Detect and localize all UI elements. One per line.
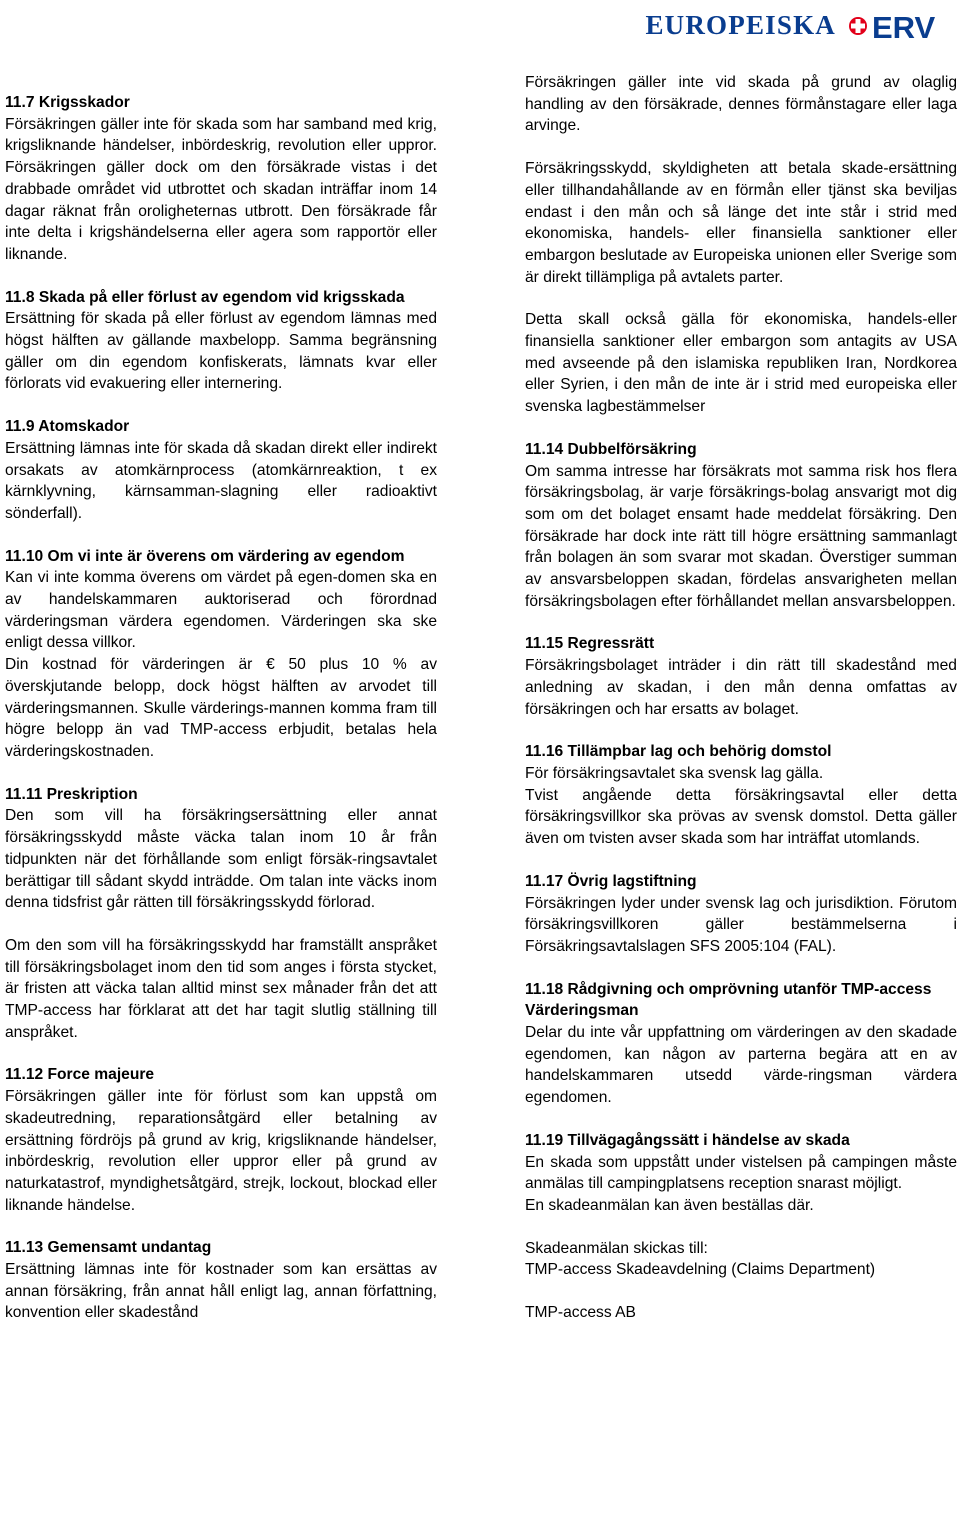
section-11-8-text: Ersättning för skada på eller förlust av egendom lämnas med högst hälften av gällande maxbelopp. Samma begränsning gäller om din egendom konfiskerats, lämnats kvar eller förlorats vid evakuering eller internering. [5, 310, 437, 393]
section-11-18-title: 11.18 Rådgivning och omprövning utanför TMP-access [525, 980, 932, 998]
section-11-8-title: 11.8 Skada på eller förlust av egendom vid krigsskada [5, 288, 405, 306]
send-to-label: Skadeanmälan skickas till: [525, 1239, 708, 1257]
sanctions-text-2: Detta skall också gälla för ekonomiska, handels-eller finansiella sanktioner eller embargon som antagits av USA med avseende på den islamiska republiken Iran, Nordkorea eller Syrien, i den mån de inte är i strid med europeiska eller svenska lagbestämmelser [525, 311, 957, 416]
section-11-7-title: 11.7 Krigsskador [5, 94, 130, 111]
section-11-19-title: 11.19 Tillvägagångssätt i händelse av skada [525, 1131, 850, 1149]
section-11-18-subtitle: Värderingsman [525, 1002, 639, 1020]
section-11-13-text: Ersättning lämnas inte för kostnader som kan ersättas av annan försäkring, från annat håll enligt lag, annan författning, konvention eller skadestånd [5, 1261, 437, 1322]
logo-wordmark: EUROPEISKA [645, 10, 836, 41]
section-11-12-title: 11.12 Force majeure [5, 1066, 155, 1084]
europeiska-erv-logo [645, 8, 948, 44]
section-11-19-text-2: En skadeanmälan kan även beställas där. [525, 1196, 814, 1214]
erv-logo-mark [848, 8, 948, 44]
section-11-14-text: Om samma intresse har försäkrats mot samma risk hos flera försäkringsbolag, är varje försäkrings-bolag ansvarigt mot dig som om det bolaget ensamt hade meddelat försäkring. Den försäkrade har dock inte rätt till högre ersättning sammanlagt från bolagen än som svarar mot skadan. Överstiger summan av ansvarsbeloppen skadan, fördelas ansvarigheten mellan försäkringsbolagen efter förhållandet mellan ansvarsbeloppen. [525, 462, 957, 610]
erv-mark-icon [848, 8, 948, 44]
section-11-17-title: 11.17 Övrig lagstiftning [525, 872, 697, 890]
section-11-16-title: 11.16 Tillämpbar lag och behörig domstol [525, 743, 832, 761]
section-11-10-text-2: Din kostnad för värderingen är € 50 plus 10 % av överskjutande belopp, dock högst hälften av arvodet till värderingsmannen. Skulle värderings-mannen komma fram till högre belopp än vad TMP-access erbjudit, betalas hela värderingskostnaden. [5, 656, 437, 760]
section-11-7-text: Försäkringen gäller inte för skada som har samband med krig, krigsliknande händelser, inbördeskrig, revolution eller uppror. Försäkringen gäller dock om den försäkrade vistas i det drabbade området vid utbrottet och skadan inträffar inom 14 dagar räknat från oroligheternas utbrott. Den försäkrade får inte delta i krigshändelserna eller agera som rapportör eller liknande. [5, 115, 437, 263]
right-column [525, 72, 957, 1324]
exclusion-text-1: Försäkringen gäller inte vid skada på grund av olaglig handling av den försäkrade, dennes förmånstagare eller laga arvinge. [525, 74, 957, 135]
section-11-12-text: Försäkringen gäller inte för förlust som kan uppstå om skadeutredning, reparationsåtgärd eller betalning av ersättning fördröjs på grund av krig, krigsliknande händelser, inbördeskrig, revolution eller uppror eller på grund av naturkatastrof, myndighetsåtgärd, strejk, lockout, blockad eller liknande händelse. [5, 1088, 437, 1214]
section-11-10-text-1: Kan vi inte komma överens om värdet på egen-domen ska en av handelskammaren auktoriserad och förordnad värderingsman värdera egendomen. Värderingen ska ske enligt dessa villkor. [5, 569, 437, 652]
section-11-9-text: Ersättning lämnas inte för skada då skadan direkt eller indirekt orsakats av atomkärnprocess (atomkärnreaktion, t ex kärnklyvning, kärnsamman-slagning eller radioaktivt sönderfall). [5, 439, 437, 522]
section-11-17-text: Försäkringen lyder under svensk lag och jurisdiktion. Förutom försäkringsvillkoren gäller bestämmelserna i Försäkringsavtalslagen SFS 2005:104 (FAL). [525, 894, 957, 955]
section-11-16-text-1: För försäkringsavtalet ska svensk lag gälla. [525, 764, 824, 782]
section-11-15-text: Försäkringsbolaget inträder i din rätt till skadestånd med anledning av skadan, i den mån denna omfattas av försäkringen och har ersatts av bolaget. [525, 657, 957, 718]
section-11-18-text: Delar du inte vår uppfattning om värderingen av den skadade egendomen, kan någon av parterna begära att en av handelskammaren utsedd värde-ringsman värdera egendomen. [525, 1024, 957, 1107]
section-11-11-title: 11.11 Preskription [5, 785, 138, 803]
section-11-19-text-1: En skada som uppstått under vistelsen på campingen måste anmälas till campingplatsens reception snarast möjligt. [525, 1153, 957, 1193]
section-11-9-title: 11.9 Atomskador [5, 418, 130, 436]
send-to-department: TMP-access Skadeavdelning (Claims Department) [525, 1261, 876, 1279]
section-11-10-title: 11.10 Om vi inte är överens om värdering av egendom [5, 547, 405, 565]
section-11-15-title: 11.15 Regressrätt [525, 635, 655, 653]
section-11-11-text-1: Den som vill ha försäkringsersättning eller annat försäkringsskydd måste väcka talan inom 10 år från tidpunkten när det förhållande som enligt försäk-ringsavtalet berättigar till sådant skydd inträdde. Om talan inte väcks inom denna tidsfrist går rätten till försäkringsskydd förlorad. [5, 807, 437, 912]
section-11-11-text-2: Om den som vill ha försäkringsskydd har framställt anspråket till försäkringsbolaget inom den tid som anges i första stycket, är fristen att väcka talan alltid minst sex månader från det att TMP-access har förklarat att det har tagit slutlig ställning till anspråket. [5, 936, 437, 1041]
section-11-14-title: 11.14 Dubbelförsäkring [525, 440, 697, 458]
section-11-16-text-2: Tvist angående detta försäkringsavtal eller detta försäkringsvillkor ska prövas av svensk domstol. Detta gäller även om tvisten avser skada som har inträffat utomlands. [525, 786, 957, 848]
left-column [5, 72, 437, 1324]
erv-mark-text: ERV [872, 10, 936, 44]
section-11-13-title: 11.13 Gemensamt undantag [5, 1239, 212, 1257]
sanctions-text-1: Försäkringsskydd, skyldigheten att betala skade-ersättning eller tillhandahållande av en förmån eller tjänst ska beviljas endast i den mån och så länge det inte står i strid med ekonomiska, handels- eller finansiella sanktioner eller embargon beslutade av Europeiska unionen eller Sverige som är direkt tillämpliga på avtalets parter. [525, 160, 957, 286]
send-to-company: TMP-access AB [525, 1304, 636, 1322]
